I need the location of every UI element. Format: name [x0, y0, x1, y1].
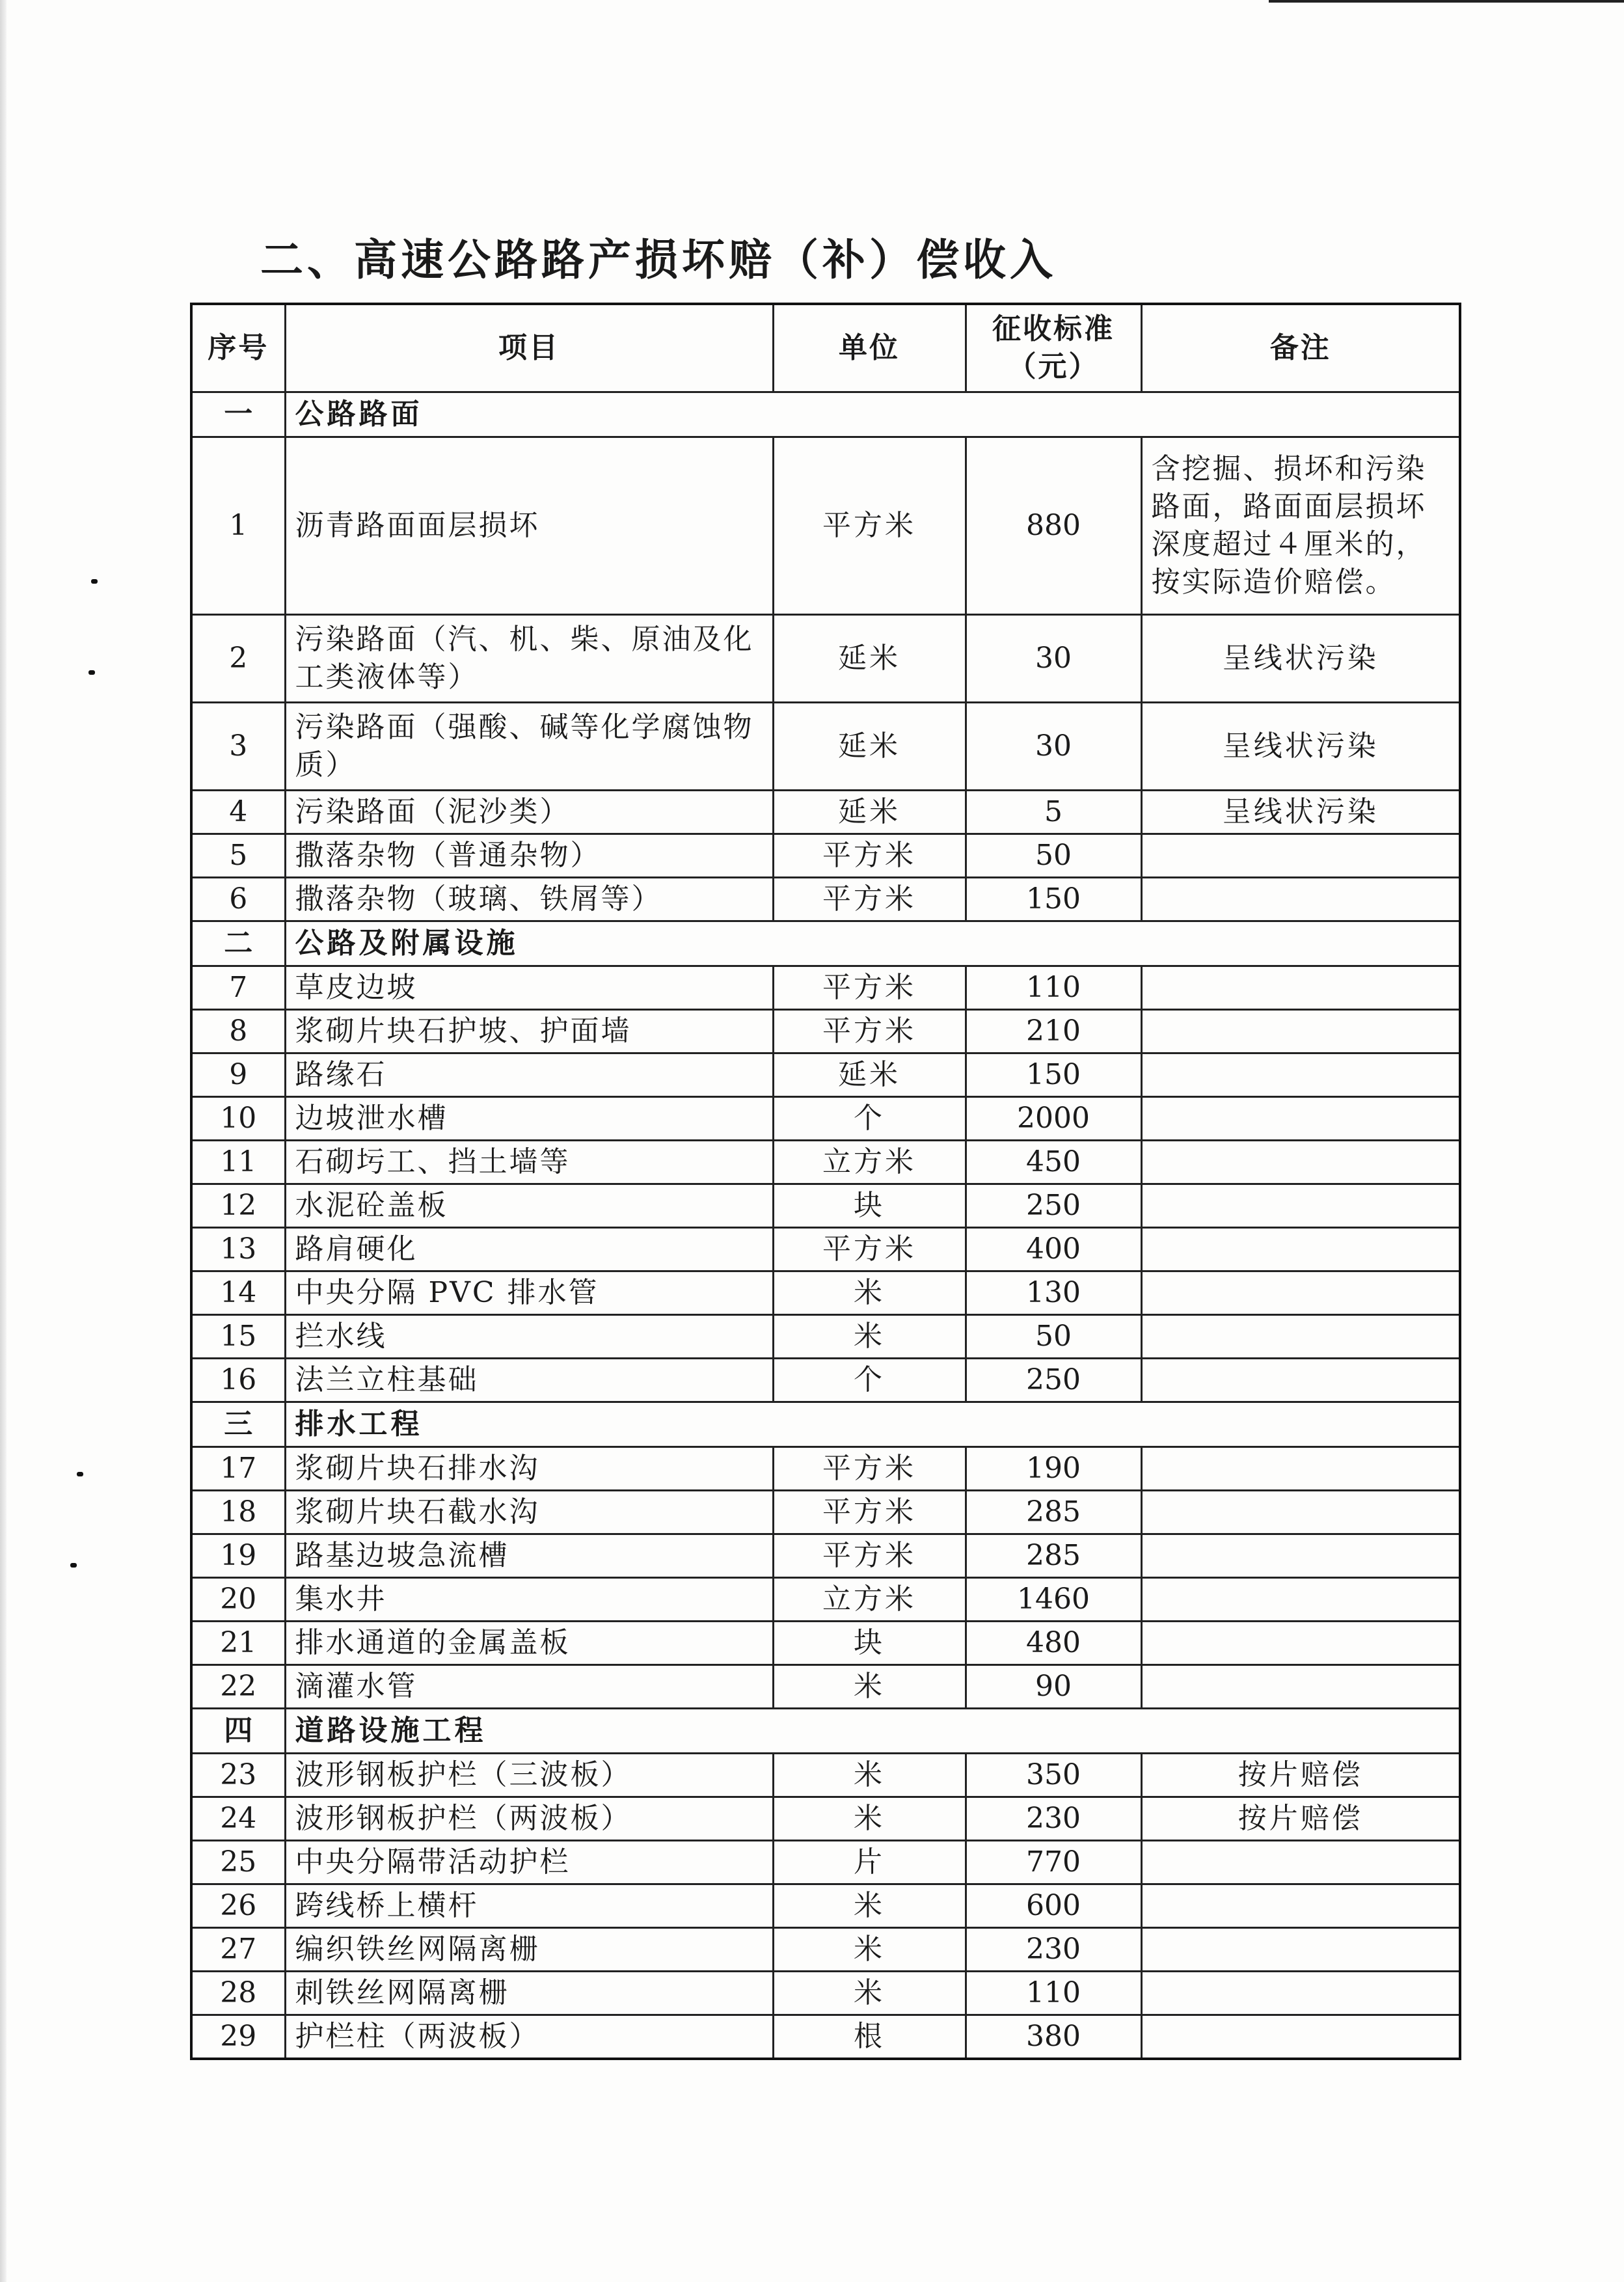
row-note: 按片赔偿	[1141, 1797, 1460, 1841]
row-number: 17	[191, 1447, 285, 1491]
row-unit: 米	[773, 1315, 966, 1359]
row-note	[1141, 1972, 1460, 2015]
row-unit: 根	[773, 2015, 966, 2059]
section-title: 公路及附属设施	[285, 921, 1460, 966]
row-unit: 平方米	[773, 966, 966, 1010]
row-unit: 米	[773, 1754, 966, 1797]
section-number: 三	[191, 1402, 285, 1447]
row-unit: 米	[773, 1665, 966, 1709]
row-unit: 平方米	[773, 1228, 966, 1271]
row-number: 5	[191, 834, 285, 878]
row-unit: 个	[773, 1097, 966, 1141]
table-header	[191, 304, 1460, 392]
row-note: 呈线状污染	[1141, 791, 1460, 834]
row-note	[1141, 1359, 1460, 1402]
row-note: 按片赔偿	[1141, 1754, 1460, 1797]
row-number: 22	[191, 1665, 285, 1709]
row-unit: 平方米	[773, 1447, 966, 1491]
row-number: 16	[191, 1359, 285, 1402]
table-row	[191, 1841, 1460, 1884]
row-note: 呈线状污染	[1141, 703, 1460, 791]
row-standard: 210	[966, 1010, 1141, 1053]
header-note: 备注	[1141, 304, 1460, 392]
row-note	[1141, 1534, 1460, 1578]
row-number: 2	[191, 615, 285, 703]
row-standard: 770	[966, 1841, 1141, 1884]
row-note	[1141, 878, 1460, 921]
row-unit: 米	[773, 1928, 966, 1972]
table-row	[191, 1534, 1460, 1578]
row-note	[1141, 1228, 1460, 1271]
row-item: 沥青路面面层损坏	[285, 437, 773, 615]
section-title: 排水工程	[285, 1402, 1460, 1447]
row-unit: 平方米	[773, 1534, 966, 1578]
row-note: 呈线状污染	[1141, 615, 1460, 703]
section-number: 四	[191, 1709, 285, 1754]
row-item: 浆砌片块石护坡、护面墙	[285, 1010, 773, 1053]
row-unit: 延米	[773, 1053, 966, 1097]
row-item: 护栏柱（两波板）	[285, 2015, 773, 2059]
row-number: 3	[191, 703, 285, 791]
row-standard: 1460	[966, 1578, 1141, 1622]
table-row	[191, 1797, 1460, 1841]
row-item: 编织铁丝网隔离栅	[285, 1928, 773, 1972]
row-unit: 米	[773, 1884, 966, 1928]
row-standard: 130	[966, 1271, 1141, 1315]
section-title: 道路设施工程	[285, 1709, 1460, 1754]
row-number: 15	[191, 1315, 285, 1359]
table-row	[191, 1141, 1460, 1184]
row-standard: 250	[966, 1359, 1141, 1402]
row-standard: 50	[966, 834, 1141, 878]
row-note	[1141, 1053, 1460, 1097]
row-unit: 延米	[773, 615, 966, 703]
row-number: 12	[191, 1184, 285, 1228]
row-item: 污染路面（强酸、碱等化学腐蚀物质）	[285, 703, 773, 791]
header-no: 序号	[191, 304, 285, 392]
scan-mark-top	[1269, 0, 1624, 3]
row-item: 拦水线	[285, 1315, 773, 1359]
section-row	[191, 1709, 1460, 1754]
row-number: 29	[191, 2015, 285, 2059]
scan-speck	[70, 1563, 77, 1568]
row-item: 草皮边坡	[285, 966, 773, 1010]
table-row	[191, 966, 1460, 1010]
row-item: 浆砌片块石排水沟	[285, 1447, 773, 1491]
row-standard: 285	[966, 1534, 1141, 1578]
row-standard: 450	[966, 1141, 1141, 1184]
row-number: 13	[191, 1228, 285, 1271]
row-number: 4	[191, 791, 285, 834]
row-note	[1141, 1928, 1460, 1972]
row-item: 排水通道的金属盖板	[285, 1622, 773, 1665]
row-standard: 150	[966, 1053, 1141, 1097]
table-row	[191, 1972, 1460, 2015]
row-number: 19	[191, 1534, 285, 1578]
row-item: 路基边坡急流槽	[285, 1534, 773, 1578]
table-row	[191, 1491, 1460, 1534]
row-note	[1141, 1841, 1460, 1884]
table-row	[191, 1228, 1460, 1271]
row-unit: 平方米	[773, 1491, 966, 1534]
row-number: 11	[191, 1141, 285, 1184]
row-note: 含挖掘、损坏和污染路面，路面面层损坏深度超过４厘米的，按实际造价赔偿。	[1141, 437, 1460, 615]
table-row	[191, 1928, 1460, 1972]
scan-speck	[77, 1472, 83, 1476]
row-standard: 30	[966, 615, 1141, 703]
row-number: 8	[191, 1010, 285, 1053]
row-unit: 米	[773, 1271, 966, 1315]
row-note	[1141, 1622, 1460, 1665]
table-row	[191, 1010, 1460, 1053]
row-number: 7	[191, 966, 285, 1010]
table-row	[191, 1315, 1460, 1359]
section-row	[191, 921, 1460, 966]
row-standard: 230	[966, 1797, 1141, 1841]
row-unit: 米	[773, 1797, 966, 1841]
row-item: 浆砌片块石截水沟	[285, 1491, 773, 1534]
row-note	[1141, 1665, 1460, 1709]
row-item: 路肩硬化	[285, 1228, 773, 1271]
table-row	[191, 2015, 1460, 2059]
row-standard: 90	[966, 1665, 1141, 1709]
section-number: 二	[191, 921, 285, 966]
row-standard: 400	[966, 1228, 1141, 1271]
table-row	[191, 1359, 1460, 1402]
row-item: 边坡泄水槽	[285, 1097, 773, 1141]
row-number: 25	[191, 1841, 285, 1884]
row-item: 波形钢板护栏（三波板）	[285, 1754, 773, 1797]
row-item: 撒落杂物（玻璃、铁屑等）	[285, 878, 773, 921]
row-number: 18	[191, 1491, 285, 1534]
row-number: 9	[191, 1053, 285, 1097]
row-note	[1141, 1491, 1460, 1534]
section-row	[191, 392, 1460, 437]
scan-speck	[88, 670, 95, 675]
table-row	[191, 1884, 1460, 1928]
row-number: 27	[191, 1928, 285, 1972]
row-note	[1141, 1271, 1460, 1315]
row-standard: 190	[966, 1447, 1141, 1491]
row-standard: 2000	[966, 1097, 1141, 1141]
row-number: 24	[191, 1797, 285, 1841]
section-row	[191, 1402, 1460, 1447]
table-row	[191, 1053, 1460, 1097]
row-item: 污染路面（泥沙类）	[285, 791, 773, 834]
table-row	[191, 615, 1460, 703]
row-number: 23	[191, 1754, 285, 1797]
row-standard: 30	[966, 703, 1141, 791]
row-item: 法兰立柱基础	[285, 1359, 773, 1402]
header-standard-line1: 征收标准	[992, 312, 1115, 346]
table-body	[191, 392, 1460, 2059]
row-unit: 平方米	[773, 834, 966, 878]
row-unit: 片	[773, 1841, 966, 1884]
row-unit: 平方米	[773, 1010, 966, 1053]
row-unit: 立方米	[773, 1141, 966, 1184]
table-row	[191, 1447, 1460, 1491]
row-item: 中央分隔带活动护栏	[285, 1841, 773, 1884]
row-number: 10	[191, 1097, 285, 1141]
fee-table	[190, 303, 1461, 2060]
row-number: 20	[191, 1578, 285, 1622]
row-note	[1141, 1315, 1460, 1359]
header-standard-line2: （元）	[1007, 350, 1100, 383]
row-unit: 平方米	[773, 437, 966, 615]
row-standard: 110	[966, 1972, 1141, 2015]
row-item: 污染路面（汽、机、柴、原油及化工类液体等）	[285, 615, 773, 703]
row-note	[1141, 1447, 1460, 1491]
row-note	[1141, 1184, 1460, 1228]
table-row	[191, 1184, 1460, 1228]
table-row	[191, 834, 1460, 878]
section-title: 公路路面	[285, 392, 1460, 437]
row-standard: 600	[966, 1884, 1141, 1928]
row-number: 1	[191, 437, 285, 615]
table-row	[191, 1271, 1460, 1315]
row-note	[1141, 1578, 1460, 1622]
row-standard: 150	[966, 878, 1141, 921]
table-row	[191, 878, 1460, 921]
row-unit: 米	[773, 1972, 966, 2015]
row-item: 跨线桥上横杆	[285, 1884, 773, 1928]
table-row	[191, 1665, 1460, 1709]
scan-edge	[0, 0, 7, 2282]
row-number: 26	[191, 1884, 285, 1928]
row-note	[1141, 966, 1460, 1010]
row-number: 14	[191, 1271, 285, 1315]
row-item: 路缘石	[285, 1053, 773, 1097]
row-number: 21	[191, 1622, 285, 1665]
header-unit: 单位	[773, 304, 966, 392]
row-unit: 平方米	[773, 878, 966, 921]
row-standard: 285	[966, 1491, 1141, 1534]
row-note	[1141, 2015, 1460, 2059]
page-title: 二、高速公路路产损坏赔（补）偿收入	[260, 235, 1057, 285]
row-standard: 50	[966, 1315, 1141, 1359]
table-row	[191, 703, 1460, 791]
row-standard: 5	[966, 791, 1141, 834]
scan-speck	[91, 579, 98, 584]
row-unit: 延米	[773, 703, 966, 791]
row-standard: 350	[966, 1754, 1141, 1797]
row-item: 刺铁丝网隔离栅	[285, 1972, 773, 2015]
row-item: 水泥砼盖板	[285, 1184, 773, 1228]
row-item: 集水井	[285, 1578, 773, 1622]
row-standard: 480	[966, 1622, 1141, 1665]
row-standard: 250	[966, 1184, 1141, 1228]
row-unit: 立方米	[773, 1578, 966, 1622]
row-item: 波形钢板护栏（两波板）	[285, 1797, 773, 1841]
row-number: 28	[191, 1972, 285, 2015]
table-row	[191, 1097, 1460, 1141]
row-item: 撒落杂物（普通杂物）	[285, 834, 773, 878]
row-item: 滴灌水管	[285, 1665, 773, 1709]
table-row	[191, 437, 1460, 615]
header-standard	[966, 304, 1141, 392]
row-number: 6	[191, 878, 285, 921]
table-row	[191, 791, 1460, 834]
row-standard: 230	[966, 1928, 1141, 1972]
table-row	[191, 1622, 1460, 1665]
row-unit: 个	[773, 1359, 966, 1402]
row-standard: 110	[966, 966, 1141, 1010]
table-row	[191, 1754, 1460, 1797]
row-unit: 块	[773, 1622, 966, 1665]
row-note	[1141, 1884, 1460, 1928]
row-standard: 380	[966, 2015, 1141, 2059]
table-row	[191, 1578, 1460, 1622]
row-note	[1141, 1097, 1460, 1141]
header-item: 项目	[285, 304, 773, 392]
row-unit: 块	[773, 1184, 966, 1228]
row-unit: 延米	[773, 791, 966, 834]
row-standard: 880	[966, 437, 1141, 615]
row-item: 石砌圬工、挡土墙等	[285, 1141, 773, 1184]
row-note	[1141, 1010, 1460, 1053]
row-note	[1141, 1141, 1460, 1184]
row-item: 中央分隔 PVC 排水管	[285, 1271, 773, 1315]
section-number: 一	[191, 392, 285, 437]
row-note	[1141, 834, 1460, 878]
